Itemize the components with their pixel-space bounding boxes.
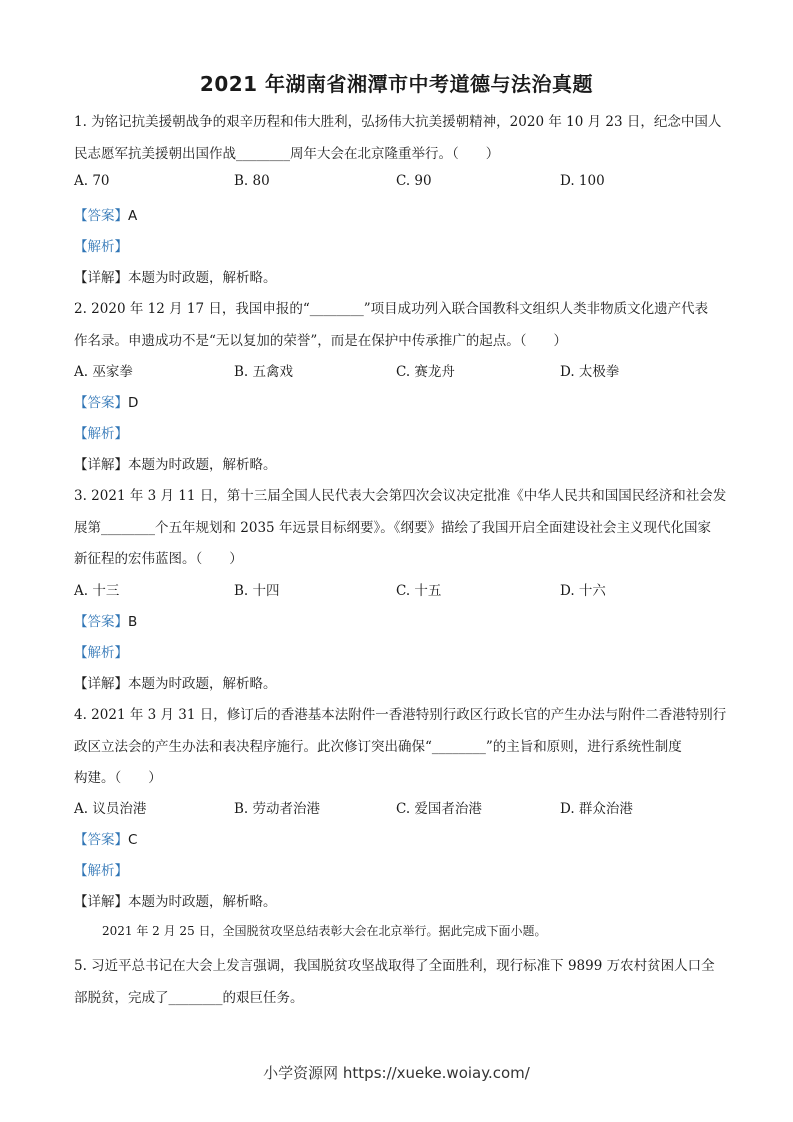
question-4-line-2: 政区立法会的产生办法和表决程序施行。此次修订突出确保“________”的主旨和原则，进行系统性制度 — [74, 739, 682, 755]
answer-value: A — [128, 208, 138, 224]
answer-label: 【答案】 — [74, 208, 128, 224]
option-b: B. 劳动者治港 — [234, 801, 321, 817]
answer-label: 【答案】 — [74, 395, 128, 411]
question-1-answer — [74, 204, 723, 224]
question-3-answer — [74, 610, 723, 630]
question-3-line-2: 展第________个五年规划和 2035 年远景目标纲要》。《纲要》描绘了我国开启全面建设社会主义现代化国家 — [74, 520, 711, 536]
option-d: D. 十六 — [560, 583, 606, 599]
option-a: A. 巫家拳 — [74, 364, 133, 380]
footer-watermark: 小学资源网 https://xueke.woiay.com/ — [263, 1064, 530, 1082]
option-b: B. 五禽戏 — [234, 364, 294, 380]
answer-value: D — [128, 395, 139, 411]
option-a: A. 十三 — [74, 583, 120, 599]
answer-label: 【答案】 — [74, 614, 128, 630]
option-c: C. 赛龙舟 — [396, 364, 455, 380]
option-d: D. 100 — [560, 173, 605, 189]
option-b: B. 80 — [234, 173, 270, 189]
question-3-analysis-label: 【解析】 — [74, 645, 128, 661]
question-4-line-1: 4. 2021 年 3 月 31 日，修订后的香港基本法附件一香港特别行政区行政长官的产生办法与附件二香港特别行 — [74, 707, 727, 723]
question-4-analysis-label: 【解析】 — [74, 863, 128, 879]
option-d: D. 群众治港 — [560, 801, 633, 817]
question-2-answer — [74, 391, 723, 411]
option-b: B. 十四 — [234, 583, 280, 599]
option-d: D. 太极拳 — [560, 364, 620, 380]
question-3-line-3: 新征程的宏伟蓝图。（ ） — [74, 551, 243, 567]
option-c: C. 爱国者治港 — [396, 801, 482, 817]
question-1-detail: 【详解】本题为时政题，解析略。 — [74, 270, 277, 286]
question-3-detail: 【详解】本题为时政题，解析略。 — [74, 676, 277, 692]
answer-value: B — [128, 614, 138, 630]
option-c: C. 十五 — [396, 583, 442, 599]
question-4-detail: 【详解】本题为时政题，解析略。 — [74, 894, 277, 910]
question-3-line-1: 3. 2021 年 3 月 11 日，第十三届全国人民代表大会第四次会议决定批准《中华人民共和国国民经济和社会发 — [74, 488, 727, 504]
page-title: 2021 年湖南省湘潭市中考道德与法治真题 — [199, 72, 594, 96]
group-intro: 2021 年 2 月 25 日，全国脱贫攻坚总结表彰大会在北京举行。据此完成下面小题。 — [102, 924, 547, 938]
answer-value: C — [128, 832, 138, 848]
question-1-analysis-label: 【解析】 — [74, 239, 128, 255]
question-4-answer — [74, 828, 723, 848]
question-1-line-2: 民志愿军抗美援朝出国作战________周年大会在北京隆重举行。（ ） — [74, 146, 500, 162]
question-4-line-3: 构建。（ ） — [74, 770, 162, 786]
question-5-line-1: 5. 习近平总书记在大会上发言强调，我国脱贫攻坚战取得了全面胜利，现行标准下 9899 万农村贫困人口全 — [74, 958, 715, 974]
question-5-line-2: 部脱贫，完成了________的艰巨任务。 — [74, 990, 304, 1006]
answer-label: 【答案】 — [74, 832, 128, 848]
option-a: A. 70 — [74, 173, 110, 189]
question-2-line-2: 作名录。申遗成功不是“无以复加的荣誉”，而是在保护中传承推广的起点。（ ） — [74, 333, 568, 349]
question-2-detail: 【详解】本题为时政题，解析略。 — [74, 457, 277, 473]
question-1-line-1: 1. 为铭记抗美援朝战争的艰辛历程和伟大胜利，弘扬伟大抗美援朝精神，2020 年 10 月 23 日，纪念中国人 — [74, 114, 722, 130]
question-2-line-1: 2. 2020 年 12 月 17 日，我国申报的“________”项目成功列入联合国教科文组织人类非物质文化遗产代表 — [74, 301, 709, 317]
option-a: A. 议员治港 — [74, 801, 147, 817]
question-2-analysis-label: 【解析】 — [74, 426, 128, 442]
option-c: C. 90 — [396, 173, 432, 189]
